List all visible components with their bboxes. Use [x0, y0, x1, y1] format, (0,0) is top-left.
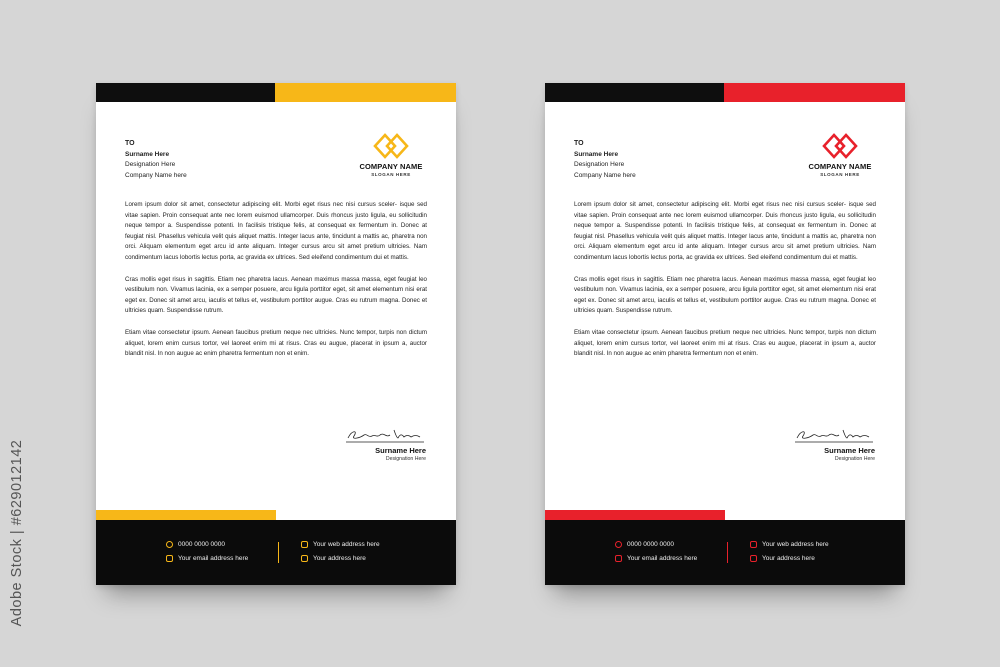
footer-bar	[96, 520, 456, 585]
globe-icon	[301, 541, 308, 548]
paragraph: Lorem ipsum dolor sit amet, consectetur adipiscing elit. Morbi eget risus nec nisi cursus sceler- isque sed vitae sapien. Proin consequat ante nec lorem euismod ullamcorper. Duis rhoncus justo ligula, eu sollicitudin neque tempor a. Suspendisse potenti. In facilisis tristique felis, at consequat ex fermentum in. Donec at feugiat nisl. Phasellus vehicula velit quis aliquet mattis. Integer lacus ante, tincidunt a mattis ac, pharetra non orci. Aliquam elementum eget arcu id ante aliquam. Integer cursus arcu sit amet pretium ultricies. Nam condimentum lacus lobortis lectus porta, ac gravida ex ultrices. Sed eleifend condimentum dui et mattis.	[574, 201, 876, 261]
footer-email	[166, 555, 248, 562]
letter-body	[125, 200, 427, 371]
signature-script	[344, 426, 426, 444]
stock-id-label	[2, 425, 32, 645]
location-pin-icon	[301, 555, 308, 562]
signer-designation: Designation Here	[385, 456, 426, 462]
recipient-name: Surname Here	[574, 150, 619, 158]
recipient-company: Company Name here	[574, 171, 636, 179]
signer-name: Surname Here	[375, 446, 426, 455]
footer-bar	[545, 520, 905, 585]
phone-icon	[615, 541, 622, 548]
paragraph: Lorem ipsum dolor sit amet, consectetur adipiscing elit. Morbi eget risus nec nisi cursus sceler- isque sed vitae sapien. Proin consequat ante nec lorem euismod ullamcorper. Duis rhoncus justo ligula, eu sollicitudin neque tempor a. Suspendisse potenti. In facilisis tristique felis, at consequat ex fermentum in. Donec at feugiat nisl. Phasellus vehicula velit quis aliquet mattis. Integer lacus ante, tincidunt a mattis ac, pharetra non orci. Aliquam elementum eget arcu id ante aliquam. Integer cursus arcu sit amet pretium ultricies. Nam condimentum lacus lobortis lectus porta, ac gravida ex ultrices. Sed eleifend condimentum dui et mattis.	[125, 201, 427, 261]
letterhead-yellow	[96, 83, 456, 585]
footer-email-text: Your email address here	[178, 555, 249, 562]
footer-web-text: Your web address here	[313, 541, 380, 548]
double-diamond-icon	[822, 133, 858, 159]
footer-address	[301, 555, 366, 562]
footer-email	[615, 555, 697, 562]
footer-phone	[615, 541, 674, 548]
stock-id-text: Adobe Stock | #629012142	[9, 439, 25, 627]
top-bar	[96, 83, 456, 102]
bottom-accent-band	[545, 510, 725, 520]
footer-address-text: Your address here	[762, 555, 815, 562]
phone-icon	[166, 541, 173, 548]
paragraph: Etiam vitae consectetur ipsum. Aenean faucibus pretium neque nec ultricies. Nunc tempor, turpis non dictum aliquet, lorem enim cursus tortor, vel laoreet enim mi at risus. Cras eu augue, placerat in ipsum a, auctor blandit nisl. In non augue ac enim pharetra fermentum non et enim.	[574, 328, 876, 358]
letterhead-red	[545, 83, 905, 585]
double-diamond-icon	[373, 133, 409, 159]
footer-address-text: Your address here	[313, 555, 366, 562]
recipient-company: Company Name here	[125, 171, 187, 179]
top-bar-black	[96, 83, 275, 102]
footer-phone-text: 0000 0000 0000	[178, 541, 225, 548]
recipient-designation: Designation Here	[574, 161, 625, 168]
footer-web-text: Your web address here	[762, 541, 829, 548]
globe-icon	[750, 541, 757, 548]
top-bar-accent	[275, 83, 456, 102]
letter-body	[574, 200, 876, 371]
footer-divider	[278, 542, 279, 563]
company-slogan: SLOGAN HERE	[820, 172, 860, 177]
footer-phone-text: 0000 0000 0000	[627, 541, 674, 548]
recipient-block	[125, 139, 187, 181]
footer-email-text: Your email address here	[627, 555, 698, 562]
paragraph: Cras mollis eget risus in sagittis. Etiam nec pharetra lacus. Aenean maximus massa massa, eget feugiat leo vestibulum non. Vivamus lacinia, ex a semper posuere, arcu ligula porttitor eget, sit amet elementum nisi erat eget ex. Donec sit amet arcu, iaculis et tellus et, vestibulum porttitor augue. Cras eu rutrum magna. Donec et ultricies quam. Suspendisse rutrum.	[574, 275, 876, 315]
paragraph: Etiam vitae consectetur ipsum. Aenean faucibus pretium neque nec ultricies. Nunc tempor, turpis non dictum aliquet, lorem enim cursus tortor, vel laoreet enim mi at risus. Cras eu augue, placerat in ipsum a, auctor blandit nisl. In non augue ac enim pharetra fermentum non et enim.	[125, 328, 427, 358]
signature-block	[793, 426, 875, 462]
recipient-to: TO	[574, 140, 584, 147]
recipient-name: Surname Here	[125, 150, 170, 158]
company-logo	[351, 133, 431, 177]
company-slogan: SLOGAN HERE	[371, 172, 411, 177]
footer-divider	[727, 542, 728, 563]
recipient-block	[574, 139, 636, 181]
recipient-designation: Designation Here	[125, 161, 176, 168]
signer-designation: Designation Here	[834, 456, 875, 462]
top-bar-accent	[724, 83, 905, 102]
recipient-to: TO	[125, 140, 135, 147]
location-pin-icon	[750, 555, 757, 562]
signature-block	[344, 426, 426, 462]
footer-address	[750, 555, 815, 562]
top-bar-black	[545, 83, 724, 102]
footer-web	[301, 541, 380, 548]
signer-name: Surname Here	[824, 446, 875, 455]
footer-phone	[166, 541, 225, 548]
top-bar	[545, 83, 905, 102]
company-name: COMPANY NAME	[359, 162, 423, 171]
footer-web	[750, 541, 829, 548]
paragraph: Cras mollis eget risus in sagittis. Etiam nec pharetra lacus. Aenean maximus massa massa, eget feugiat leo vestibulum non. Vivamus lacinia, ex a semper posuere, arcu ligula porttitor eget, sit amet elementum nisi erat eget ex. Donec sit amet arcu, iaculis et tellus et, vestibulum porttitor augue. Cras eu rutrum magna. Donec et ultricies quam. Suspendisse rutrum.	[125, 275, 427, 315]
email-icon	[615, 555, 622, 562]
signature-script	[793, 426, 875, 444]
company-logo	[800, 133, 880, 177]
company-name: COMPANY NAME	[808, 162, 872, 171]
bottom-accent-band	[96, 510, 276, 520]
email-icon	[166, 555, 173, 562]
